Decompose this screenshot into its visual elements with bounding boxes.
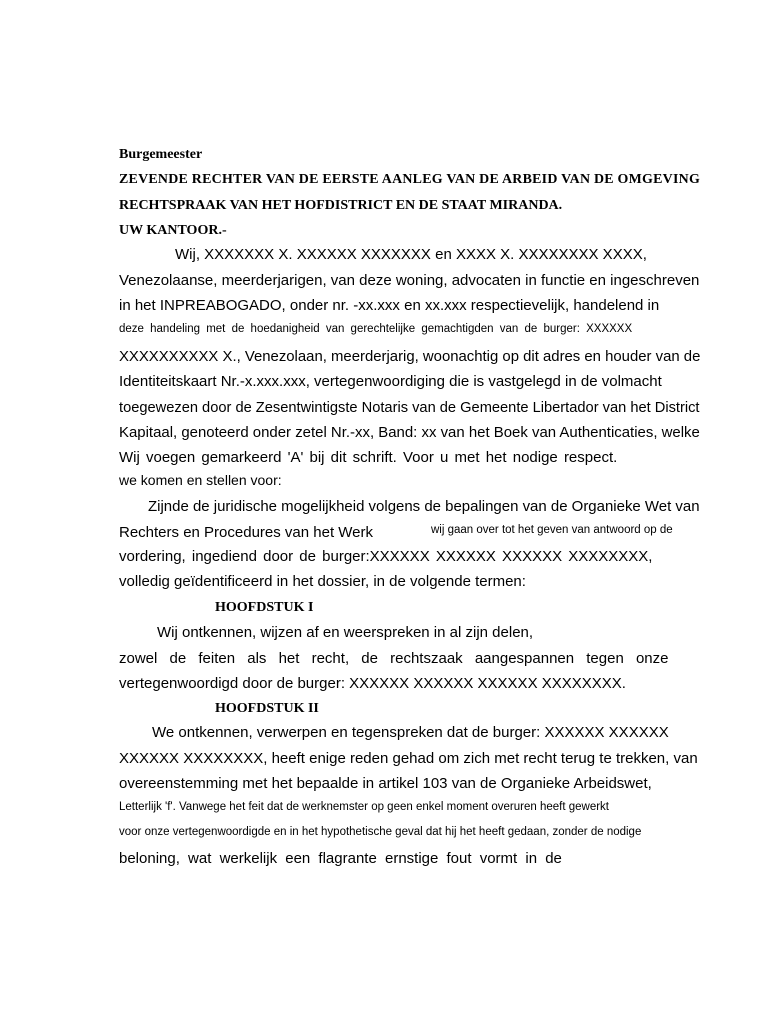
chapter-line: beloning, wat werkelijk een flagrante ernstige fout vormt in de xyxy=(119,850,562,867)
chapter-heading: HOOFDSTUK II xyxy=(215,701,319,716)
intro-line: in het INPREABOGADO, onder nr. -xx.xxx en xx.xxx respectievelijk, handelend in xyxy=(119,297,660,314)
salutation: UW KANTOOR.- xyxy=(119,223,227,238)
intro-line: Identiteitskaart Nr.-x.xxx.xxx, vertegenwoordiging die is vastgelegd in de volmacht xyxy=(119,373,662,390)
intro-line: XXXXXXXXXX X., Venezolaan, meerderjarig, woonachtig op dit adres en houder van de xyxy=(119,348,701,365)
intro-line: Kapitaal, genoteerd onder zetel Nr.-xx, Band: xx van het Boek van Authenticaties, welke xyxy=(119,424,700,441)
intro-line: Venezolaanse, meerderjarigen, van deze woning, advocaten in functie en ingeschreven xyxy=(119,272,700,289)
intro-line: deze handeling met de hoedanigheid van gerechtelijke gemachtigden van de burger: XXXXXX xyxy=(119,323,633,335)
chapter-line: zowel de feiten als het recht, de rechtszaak aangespannen tegen onze xyxy=(119,650,669,667)
para2-line: Rechters en Procedures van het Werk xyxy=(119,524,374,541)
intro-line: Wij voegen gemarkeerd 'A' bij dit schrift. Voor u met het nodige respect. xyxy=(119,449,618,466)
court-line-2: RECHTSPRAAK VAN HET HOFDISTRICT EN DE STAAT MIRANDA. xyxy=(119,198,563,213)
chapter-line: XXXXXX XXXXXXXX, heeft enige reden gehad om zich met recht terug te trekken, van xyxy=(119,750,698,767)
chapter-heading: HOOFDSTUK I xyxy=(215,600,314,615)
intro-line: we komen en stellen voor: xyxy=(119,472,282,488)
para2-line: Zijnde de juridische mogelijkheid volgens de bepalingen van de Organieke Wet van xyxy=(148,498,700,515)
para2-line: wij gaan over tot het geven van antwoord op de xyxy=(431,524,673,536)
para2-line: volledig geïdentificeerd in het dossier, in de volgende termen: xyxy=(119,573,526,590)
chapter-line: We ontkennen, verwerpen en tegenspreken dat de burger: XXXXXX XXXXXX xyxy=(152,724,669,741)
chapter-line: Wij ontkennen, wijzen af en weerspreken in al zijn delen, xyxy=(157,624,534,641)
addressee: Burgemeester xyxy=(119,147,203,162)
court-line-1: ZEVENDE RECHTER VAN DE EERSTE AANLEG VAN DE ARBEID VAN DE OMGEVING xyxy=(119,172,701,187)
chapter-line: voor onze vertegenwoordigde en in het hypothetische geval dat hij het heeft gedaan, zonder de nodige xyxy=(119,826,642,838)
para2-line: vordering, ingediend door de burger:XXXXXX XXXXXX XXXXXX XXXXXXXX, xyxy=(119,548,653,565)
chapter-line: vertegenwoordigd door de burger: XXXXXX XXXXXX XXXXXX XXXXXXXX. xyxy=(119,675,626,692)
chapter-line: overeenstemming met het bepaalde in artikel 103 van de Organieke Arbeidswet, xyxy=(119,775,652,792)
chapter-line: Letterlijk 'f'. Vanwege het feit dat de werknemster op geen enkel moment overuren heeft gewerkt xyxy=(119,801,610,813)
intro-line: Wij, XXXXXXX X. XXXXXX XXXXXXX en XXXX X. XXXXXXXX XXXX, xyxy=(175,246,647,263)
intro-line: toegewezen door de Zesentwintigste Notaris van de Gemeente Libertador van het District xyxy=(119,399,700,416)
